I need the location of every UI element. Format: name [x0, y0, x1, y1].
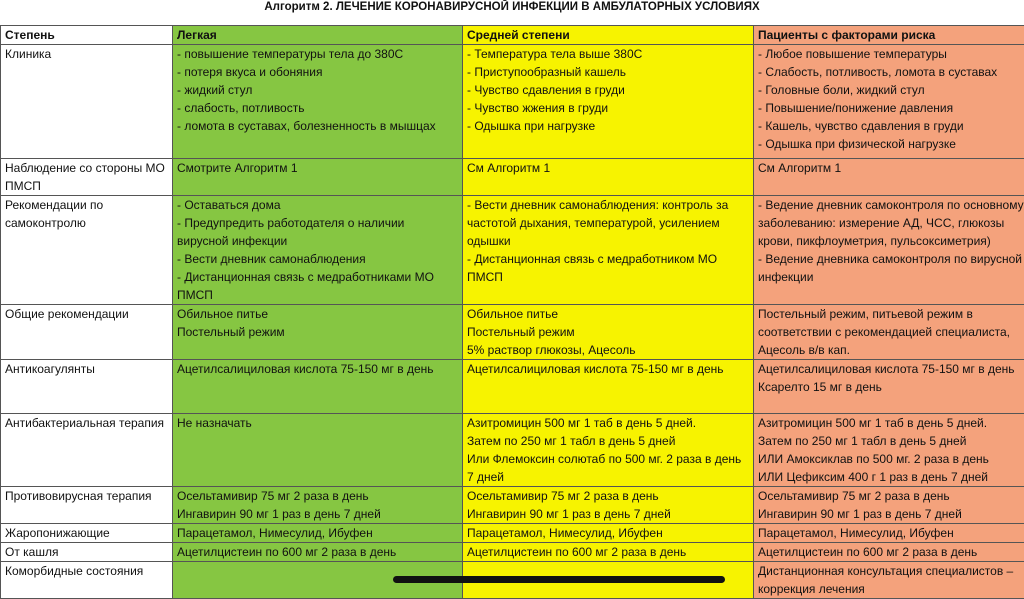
cell-line: Азитромицин 500 мг 1 таб в день 5 дней. — [758, 414, 1024, 432]
horizontal-scrollbar[interactable] — [393, 576, 725, 583]
header-mild: Легкая — [173, 26, 463, 45]
cell-line: - Предупредить работодателя о наличии вирусной инфекции — [177, 214, 458, 250]
table-row — [1, 524, 1024, 543]
cell-line: Парацетамол, Нимесулид, Ибуфен — [467, 524, 749, 542]
row-label: От кашля — [1, 543, 173, 562]
cell-mild — [173, 196, 463, 305]
cell-line: Дистанционная консультация специалистов – коррекция лечения — [758, 562, 1024, 598]
cell-risk — [754, 543, 1024, 562]
cell-line: - Одышка при физической нагрузке — [758, 135, 1024, 153]
cell-line: - Вести дневник самонаблюдения — [177, 250, 458, 268]
cell-mild — [173, 360, 463, 414]
cell-line: - потеря вкуса и обоняния — [177, 63, 458, 81]
cell-line: - Оставаться дома — [177, 196, 458, 214]
cell-risk — [754, 562, 1024, 599]
cell-line: Ингавирин 90 мг 1 раз в день 7 дней — [177, 505, 458, 523]
row-label: Противовирусная терапия — [1, 487, 173, 524]
cell-line: Или Флемоксин солютаб по 500 мг. 2 раза в день 7 дней — [467, 450, 749, 486]
cell-moderate — [463, 45, 754, 159]
cell-line: Ацетилцистеин по 600 мг 2 раза в день — [177, 543, 458, 561]
cell-mild — [173, 45, 463, 159]
cell-line: - Ведение дневника самоконтроля по вирусной инфекции — [758, 250, 1024, 286]
page-title: Алгоритм 2. ЛЕЧЕНИЕ КОРОНАВИРУСНОЙ ИНФЕКЦИИ В АМБУЛАТОРНЫХ УСЛОВИЯХ — [0, 0, 1024, 24]
cell-risk — [754, 45, 1024, 159]
cell-line: - Вести дневник самонаблюдения: контроль за частотой дыхания, температурой, усилением одышки — [467, 196, 749, 250]
cell-risk — [754, 196, 1024, 305]
table-row — [1, 45, 1024, 159]
cell-line: - Кашель, чувство сдавления в груди — [758, 117, 1024, 135]
cell-line: ИЛИ Амоксиклав по 500 мг. 2 раза в день — [758, 450, 1024, 468]
row-label: Клиника — [1, 45, 173, 159]
cell-line: Затем по 250 мг 1 табл в день 5 дней — [467, 432, 749, 450]
cell-line: - Температура тела выше 380С — [467, 45, 749, 63]
row-label: Общие рекомендации — [1, 305, 173, 360]
table-row — [1, 543, 1024, 562]
cell-mild — [173, 487, 463, 524]
cell-line: Ингавирин 90 мг 1 раз в день 7 дней — [758, 505, 1024, 523]
cell-line: См Алгоритм 1 — [758, 159, 1024, 177]
table-row — [1, 305, 1024, 360]
cell-moderate — [463, 159, 754, 196]
cell-line: См Алгоритм 1 — [467, 159, 749, 177]
cell-line: Ацетилсалициловая кислота 75-150 мг в день — [177, 360, 458, 378]
row-label: Наблюдение со стороны МО ПМСП — [1, 159, 173, 196]
cell-risk — [754, 524, 1024, 543]
cell-line: Постельный режим, питьевой режим в соответствии с рекомендацией специалиста, Ацесоль в/в кап. — [758, 305, 1024, 359]
cell-line: - Одышка при нагрузке — [467, 117, 749, 135]
cell-line: - слабость, потливость — [177, 99, 458, 117]
cell-line: - Чувство сдавления в груди — [467, 81, 749, 99]
cell-line: Ацетилцистеин по 600 мг 2 раза в день — [467, 543, 749, 561]
cell-risk — [754, 414, 1024, 487]
cell-risk — [754, 360, 1024, 414]
cell-mild — [173, 305, 463, 360]
row-label: Антибактериальная терапия — [1, 414, 173, 487]
cell-line: Обильное питье — [177, 305, 458, 323]
cell-line: - ломота в суставах, болезненность в мышцах — [177, 117, 458, 135]
table-row — [1, 487, 1024, 524]
cell-moderate — [463, 305, 754, 360]
table-header-row — [1, 26, 1024, 45]
table-row — [1, 196, 1024, 305]
cell-line: - Ведение дневник самоконтроля по основному заболеванию: измерение АД, ЧСС, глюкозы крови, пикфлоуметрия, пульсоксиметрия) — [758, 196, 1024, 250]
cell-line: Постельный режим — [467, 323, 749, 341]
cell-line: - Головные боли, жидкий стул — [758, 81, 1024, 99]
cell-line: - Дистанционная связь с медработником МО ПМСП — [467, 250, 749, 286]
cell-line: Ацетилцистеин по 600 мг 2 раза в день — [758, 543, 1024, 561]
cell-line: Постельный режим — [177, 323, 458, 341]
cell-line: Обильное питье — [467, 305, 749, 323]
cell-line: - Слабость, потливость, ломота в суставах — [758, 63, 1024, 81]
cell-line: - Чувство жжения в груди — [467, 99, 749, 117]
cell-risk — [754, 487, 1024, 524]
table-row — [1, 159, 1024, 196]
cell-line: 5% раствор глюкозы, Ацесоль — [467, 341, 749, 359]
cell-line: - жидкий стул — [177, 81, 458, 99]
cell-mild — [173, 524, 463, 543]
cell-moderate — [463, 524, 754, 543]
cell-line: ИЛИ Цефиксим 400 г 1 раз в день 7 дней — [758, 468, 1024, 486]
cell-line: - Дистанционная связь с медработниками МО ПМСП — [177, 268, 458, 304]
table-row — [1, 414, 1024, 487]
cell-mild — [173, 543, 463, 562]
cell-line: Не назначать — [177, 414, 458, 432]
cell-line: Парацетамол, Нимесулид, Ибуфен — [758, 524, 1024, 542]
cell-moderate — [463, 543, 754, 562]
cell-line: - повышение температуры тела до 380С — [177, 45, 458, 63]
cell-line: Парацетамол, Нимесулид, Ибуфен — [177, 524, 458, 542]
cell-line: Осельтамивир 75 мг 2 раза в день — [758, 487, 1024, 505]
cell-line: Осельтамивир 75 мг 2 раза в день — [177, 487, 458, 505]
cell-moderate — [463, 414, 754, 487]
cell-line: Ацетилсалициловая кислота 75-150 мг в день — [467, 360, 749, 378]
cell-line: - Повышение/понижение давления — [758, 99, 1024, 117]
cell-line: Азитромицин 500 мг 1 таб в день 5 дней. — [467, 414, 749, 432]
cell-line: - Приступообразный кашель — [467, 63, 749, 81]
cell-line: Затем по 250 мг 1 табл в день 5 дней — [758, 432, 1024, 450]
cell-mild — [173, 159, 463, 196]
treatment-table — [0, 25, 1024, 599]
cell-line: Смотрите Алгоритм 1 — [177, 159, 458, 177]
cell-moderate — [463, 487, 754, 524]
cell-mild — [173, 414, 463, 487]
row-label: Рекомендации по самоконтролю — [1, 196, 173, 305]
row-label: Антикоагулянты — [1, 360, 173, 414]
cell-moderate — [463, 360, 754, 414]
cell-line: Ингавирин 90 мг 1 раз в день 7 дней — [467, 505, 749, 523]
header-moderate: Средней степени — [463, 26, 754, 45]
cell-line: Ксарелто 15 мг в день — [758, 378, 1024, 396]
cell-risk — [754, 305, 1024, 360]
row-label: Жаропонижающие — [1, 524, 173, 543]
cell-line: - Любое повышение температуры — [758, 45, 1024, 63]
cell-line: Осельтамивир 75 мг 2 раза в день — [467, 487, 749, 505]
cell-risk — [754, 159, 1024, 196]
row-label: Коморбидные состояния — [1, 562, 173, 599]
header-degree: Степень — [1, 26, 173, 45]
table-row — [1, 360, 1024, 414]
header-risk: Пациенты с факторами риска — [754, 26, 1024, 45]
cell-moderate — [463, 196, 754, 305]
cell-line: Ацетилсалициловая кислота 75-150 мг в день — [758, 360, 1024, 378]
